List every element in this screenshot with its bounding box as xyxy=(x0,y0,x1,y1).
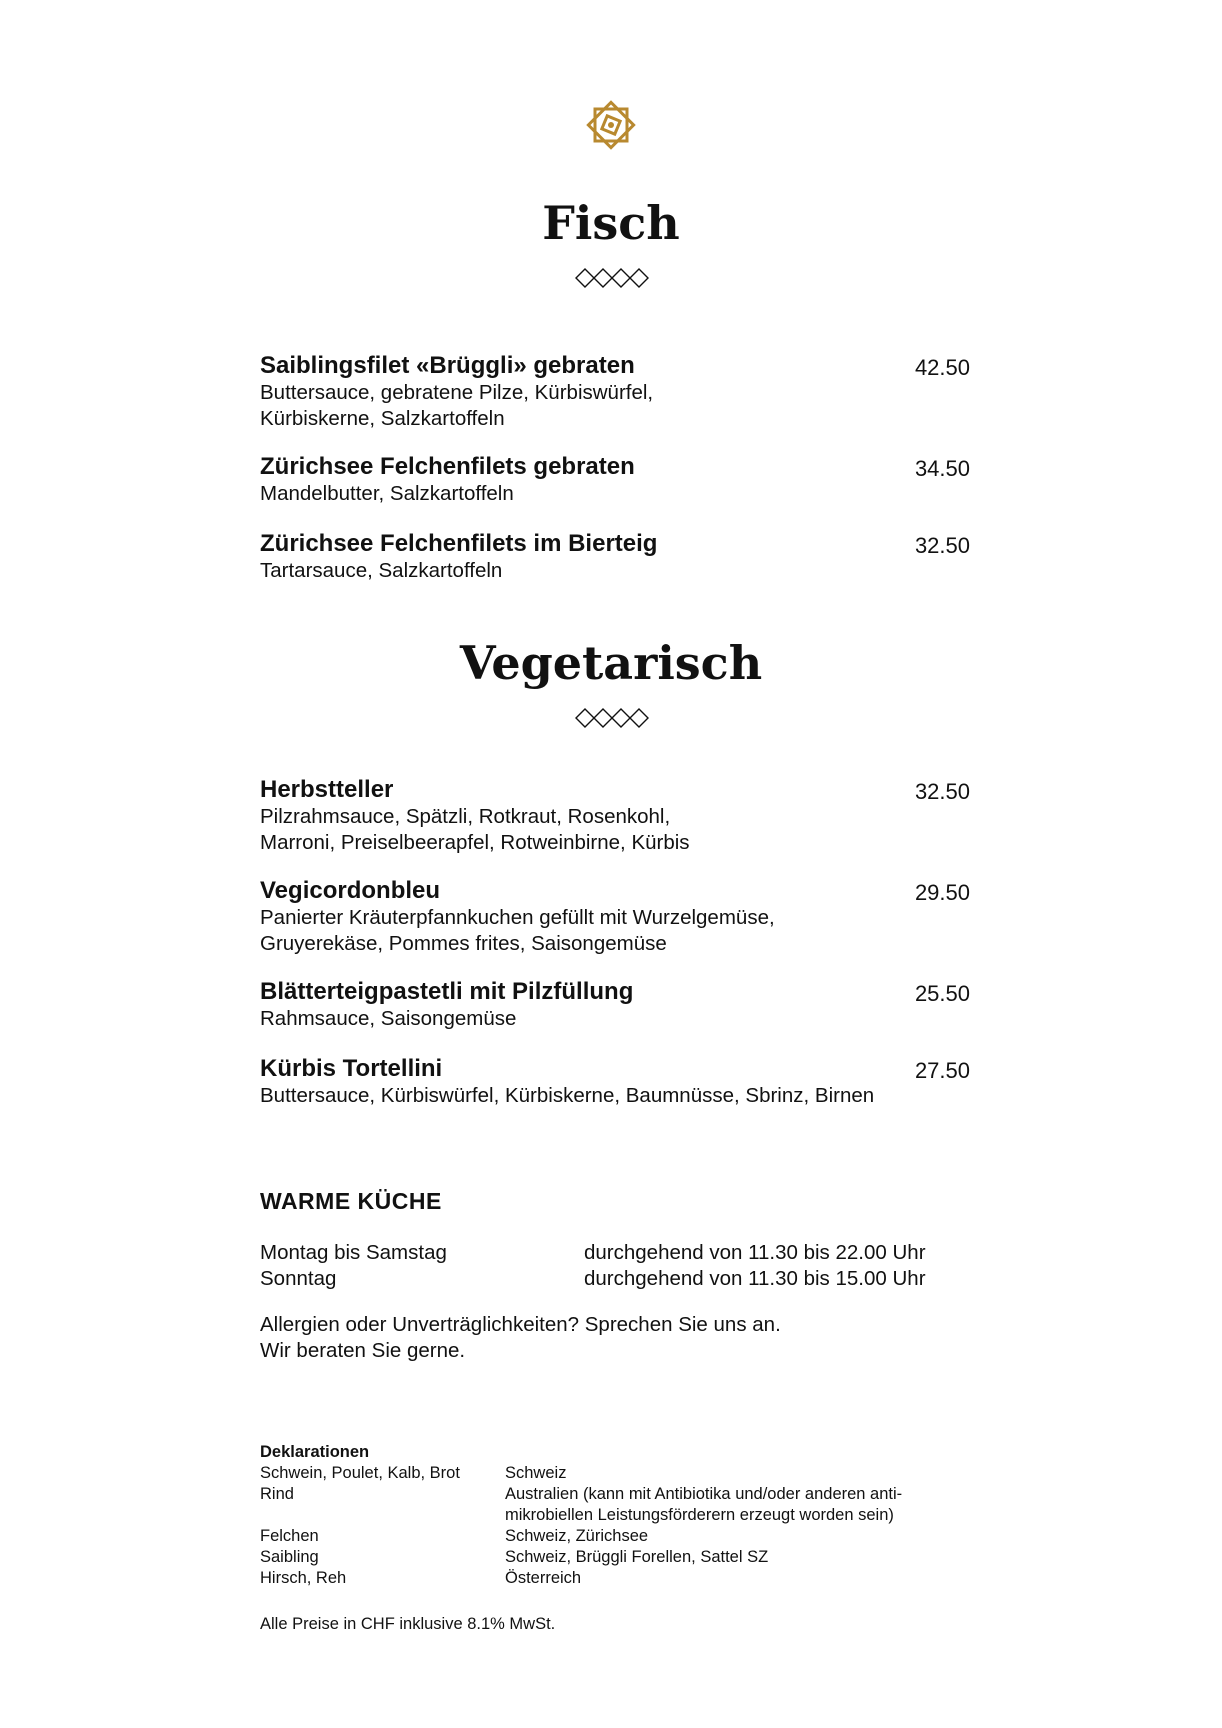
dish-description: Mandelbutter, Salzkartoffeln xyxy=(260,482,514,505)
dish-price: 34.50 xyxy=(914,456,970,481)
declaration-origin: Schweiz xyxy=(505,1464,567,1482)
vat-footnote: Alle Preise in CHF inklusive 8.1% MwSt. xyxy=(260,1615,556,1633)
section-title-vegetarisch: Vegetarisch xyxy=(459,636,763,690)
dish-description: Tartarsauce, Salzkartoffeln xyxy=(260,559,503,582)
star-emblem-icon xyxy=(583,97,639,153)
diamond-divider-icon xyxy=(575,708,649,728)
declaration-item: Rind xyxy=(260,1485,294,1503)
menu-item xyxy=(260,352,970,432)
declaration-origin: Schweiz, Zürichsee xyxy=(505,1527,649,1545)
hours-time: durchgehend von 11.30 bis 15.00 Uhr xyxy=(584,1267,926,1290)
dish-name: Herbstteller xyxy=(260,776,394,803)
declaration-origin: Schweiz, Brüggli Forellen, Sattel SZ xyxy=(505,1548,769,1566)
dish-price: 29.50 xyxy=(914,880,970,905)
section-title-fisch: Fisch xyxy=(542,196,680,250)
declaration-item: Saibling xyxy=(260,1548,319,1566)
dish-name: Zürichsee Felchenfilets gebraten xyxy=(260,453,635,480)
hours-time: durchgehend von 11.30 bis 22.00 Uhr xyxy=(584,1241,926,1264)
hours-day: Sonntag xyxy=(260,1267,337,1290)
menu-item xyxy=(260,877,970,957)
menu-item xyxy=(260,453,970,507)
declaration-origin: Österreich xyxy=(505,1569,582,1587)
declaration-row xyxy=(260,1547,980,1568)
declaration-row xyxy=(260,1568,980,1589)
dish-description: Kürbiskerne, Salzkartoffeln xyxy=(260,407,505,430)
declaration-row xyxy=(260,1526,980,1547)
declaration-row xyxy=(260,1484,980,1526)
menu-item xyxy=(260,530,970,584)
kitchen-hours-heading: WARME KÜCHE xyxy=(260,1188,442,1214)
dish-price: 25.50 xyxy=(914,981,970,1006)
dish-name: Kürbis Tortellini xyxy=(260,1055,443,1082)
dish-description: Pilzrahmsauce, Spätzli, Rotkraut, Rosenkohl, xyxy=(260,805,671,828)
dish-description: Buttersauce, gebratene Pilze, Kürbiswürfel, xyxy=(260,381,654,404)
vegetarisch-menu-list xyxy=(260,776,970,1109)
declaration-origin: mikrobiellen Leistungsförderern erzeugt worden sein) xyxy=(505,1506,894,1524)
menu-item xyxy=(260,978,970,1032)
hours-day: Montag bis Samstag xyxy=(260,1241,447,1264)
declaration-origin: Australien (kann mit Antibiotika und/oder anderen anti- xyxy=(505,1485,903,1503)
dish-price: 27.50 xyxy=(914,1058,970,1083)
declaration-row xyxy=(260,1463,980,1484)
declarations-block xyxy=(260,1442,980,1589)
dish-name: Saiblingsfilet «Brüggli» gebraten xyxy=(260,352,635,379)
allergy-line: Allergien oder Unverträglichkeiten? Sprechen Sie uns an. xyxy=(260,1313,781,1336)
declaration-item: Schwein, Poulet, Kalb, Brot xyxy=(260,1464,460,1482)
diamond-divider-icon xyxy=(575,268,649,288)
dish-description: Panierter Kräuterpfannkuchen gefüllt mit Wurzelgemüse, xyxy=(260,906,775,929)
dish-description: Rahmsauce, Saisongemüse xyxy=(260,1007,517,1030)
allergy-line: Wir beraten Sie gerne. xyxy=(260,1339,466,1362)
declaration-item: Felchen xyxy=(260,1527,319,1545)
dish-price: 32.50 xyxy=(914,533,970,558)
dish-name: Blätterteigpastetli mit Pilzfüllung xyxy=(260,978,634,1005)
dish-price: 42.50 xyxy=(914,355,970,380)
declarations-heading: Deklarationen xyxy=(260,1443,370,1461)
dish-name: Zürichsee Felchenfilets im Bierteig xyxy=(260,530,658,557)
menu-item xyxy=(260,1055,970,1109)
dish-description: Gruyerekäse, Pommes frites, Saisongemüse xyxy=(260,932,667,955)
dish-description: Buttersauce, Kürbiswürfel, Kürbiskerne, Baumnüsse, Sbrinz, Birnen xyxy=(260,1084,875,1107)
allergy-note xyxy=(260,1312,781,1364)
declaration-item: Hirsch, Reh xyxy=(260,1569,347,1587)
fisch-menu-list xyxy=(260,352,970,584)
dish-name: Vegicordonbleu xyxy=(260,877,441,904)
menu-item xyxy=(260,776,970,856)
dish-description: Marroni, Preiselbeerapfel, Rotweinbirne, Kürbis xyxy=(260,831,690,854)
dish-price: 32.50 xyxy=(914,779,970,804)
